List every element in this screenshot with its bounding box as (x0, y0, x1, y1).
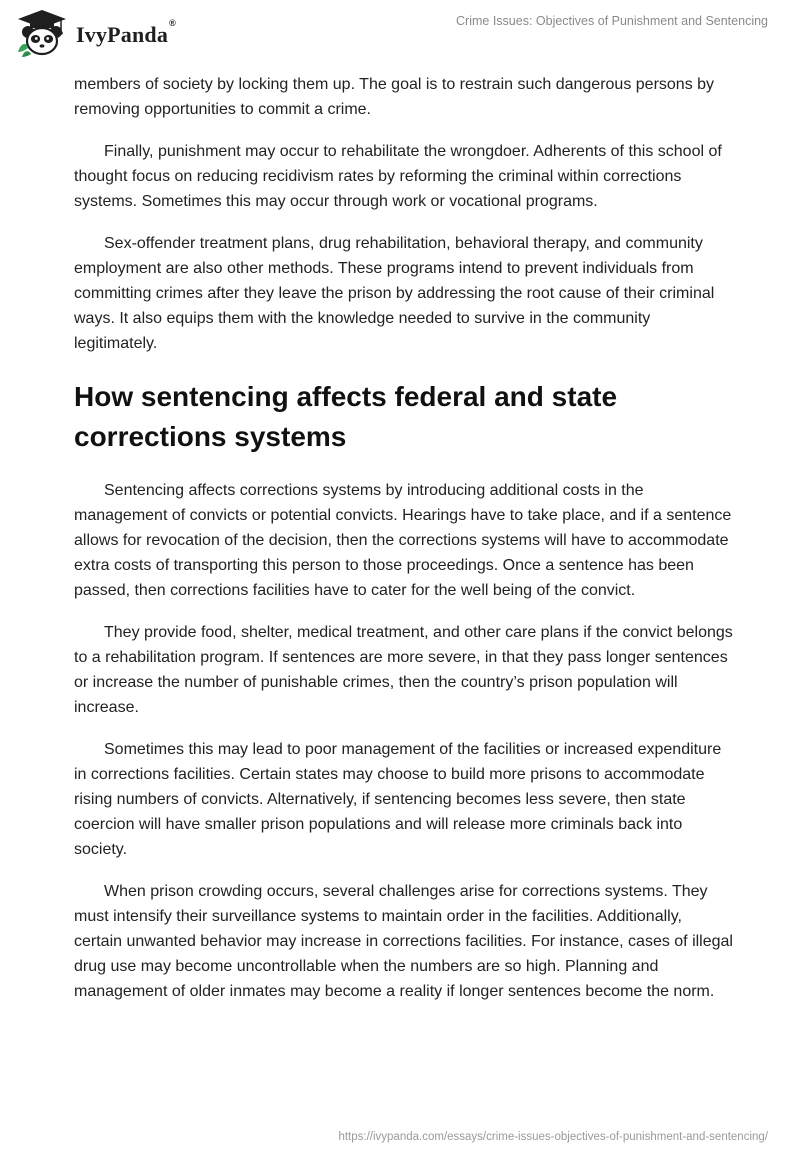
source-url-link[interactable]: https://ivypanda.com/essays/crime-issues-objectives-of-punishment-and-sentencing/ (338, 1131, 768, 1143)
paragraph: Finally, punishment may occur to rehabilitate the wrongdoer. Adherents of this school of thought focus on reducing recidivism rates by reforming the criminal within corrections systems. Sometimes this may occur through work or vocational programs. (74, 143, 722, 210)
panda-graduation-cap-icon (14, 8, 70, 58)
paragraph: Sentencing affects corrections systems by introducing additional costs in the management of convicts or potential convicts. Hearings have to take place, and if a sentence allows for revocation of the decision, then the corrections systems will have to accommodate extra costs of transporting this person to those proceedings. Once a sentence has been passed, then corrections facilities have to cater for the well being of the convict. (74, 482, 732, 599)
section-heading: How sentencing affects federal and state corrections systems (74, 381, 618, 452)
page-header (0, 0, 800, 70)
logo-wordmark (76, 18, 176, 48)
document-title: Crime Issues: Objectives of Punishment and Sentencing (456, 14, 768, 28)
registered-mark: ® (169, 18, 176, 28)
ivypanda-logo[interactable] (14, 8, 176, 58)
paragraph: members of society by locking them up. The goal is to restrain such dangerous persons by removing opportunities to commit a crime. (74, 76, 715, 118)
paragraph: Sometimes this may lead to poor management of the facilities or increased expenditure in corrections facilities. Certain states may choose to build more prisons to accommodate rising numbers of convicts. Alternatively, if sentencing becomes less severe, then state coercion will have smaller prison populations and will release more criminals back into society. (74, 741, 722, 858)
essay-body (74, 72, 734, 1021)
paragraph: They provide food, shelter, medical treatment, and other care plans if the convict belongs to a rehabilitation program. If sentences are more severe, in that they pass longer sentences or increase the number of punishable crimes, then the country’s prison population will increase. (74, 624, 733, 716)
logo-text: IvyPanda (76, 22, 169, 47)
paragraph: When prison crowding occurs, several challenges arise for corrections systems. They must intensify their surveillance systems to maintain order in the facilities. Additionally, certain unwanted behavior may increase in corrections facilities. For instance, cases of illegal drug use may become uncontrollable when the numbers are so high. Planning and management of older inmates may become a reality if longer sentences become the norm. (74, 883, 733, 1000)
paragraph: Sex-offender treatment plans, drug rehabilitation, behavioral therapy, and community employment are also other methods. These programs intend to prevent individuals from committing crimes after they leave the prison by addressing the root cause of their criminal ways. It also equips them with the knowledge needed to survive in the community legitimately. (74, 235, 715, 352)
